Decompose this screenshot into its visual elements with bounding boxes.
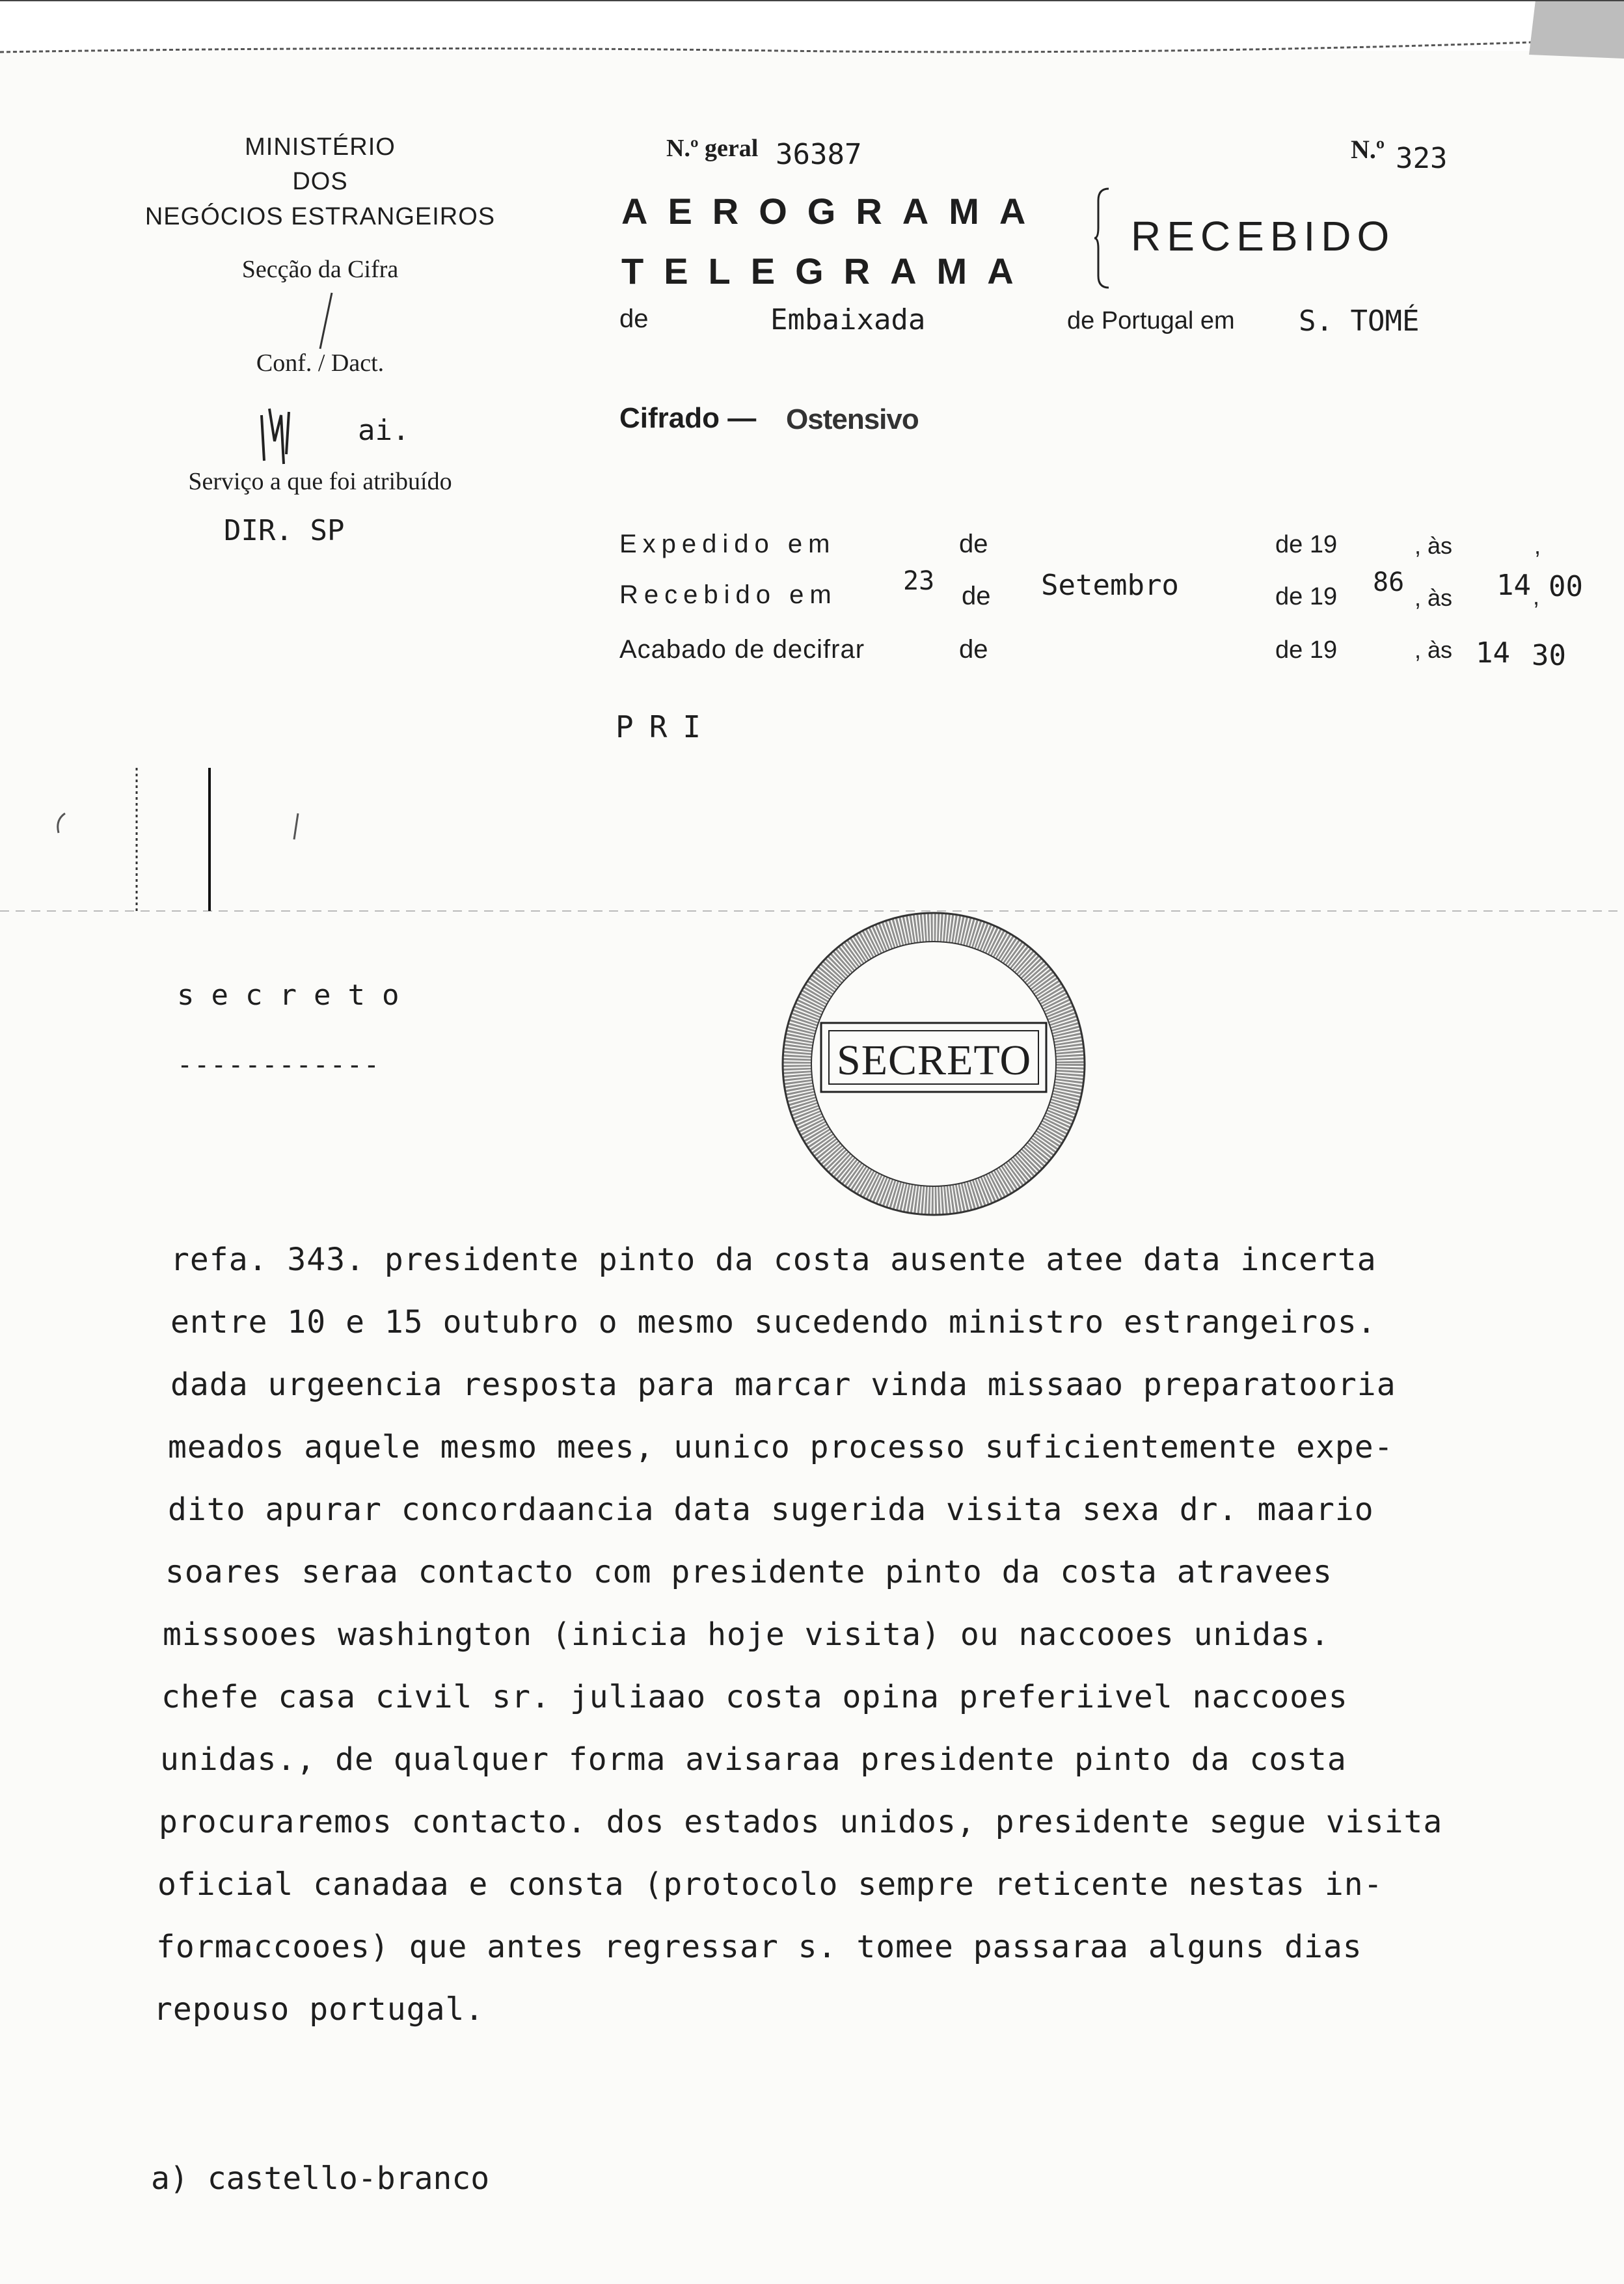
cifrado-overstrike: Ostensivo — [786, 403, 919, 435]
status-received: RECEBIDO — [1131, 213, 1396, 260]
classification-underline: ------------ — [177, 1050, 381, 1080]
from-label: de — [619, 305, 649, 333]
expedido-label: Expedido em — [619, 530, 836, 558]
body-line: repouso portugal. — [154, 1991, 485, 2028]
recebido-year: 86 — [1373, 567, 1405, 597]
body-line: dito apurar concordaancia data sugerida visita sexa dr. maario — [168, 1491, 1374, 1528]
service-value: DIR. SP — [224, 514, 345, 547]
body-line: formaccooes) que antes regressar s. tomee passaraa alguns dias — [156, 1929, 1362, 1965]
classification-heading: secreto — [177, 979, 416, 1012]
from-value: Embaixada — [770, 303, 926, 336]
body-line: dada urgeencia resposta para marcar vinda missaao preparatooria — [170, 1366, 1396, 1403]
bracket — [1093, 187, 1113, 289]
secret-stamp — [774, 904, 1093, 1223]
body-line: unidas., de qualquer forma avisaraa presidente pinto da costa — [160, 1741, 1347, 1778]
cifrado-label: Cifrado — — [619, 402, 757, 434]
number-label: N.º — [1351, 135, 1385, 164]
number-value: 323 — [1396, 142, 1448, 175]
body-line: refa. 343. presidente pinto da costa ausente atee data incerta — [170, 1242, 1377, 1278]
recebido-de19: de 19 — [1275, 583, 1338, 610]
location-label: de Portugal em — [1067, 307, 1235, 334]
ministry-line-2: DOS — [292, 168, 348, 195]
recebido-hour: 14 — [1496, 569, 1531, 602]
acabado-as: , às — [1414, 636, 1453, 663]
signature: a) castello-branco — [151, 2160, 490, 2197]
general-number-label: N.º geral — [666, 135, 759, 162]
recebido-month: Setembro — [1041, 569, 1179, 602]
recebido-day: 23 — [903, 566, 935, 596]
recebido-label: Recebido em — [619, 580, 837, 609]
acabado-de: de — [959, 635, 988, 664]
body-line: entre 10 e 15 outubro o mesmo sucedendo ministro estrangeiros. — [170, 1304, 1377, 1340]
stamp-text: SECRETO — [837, 1037, 1032, 1084]
body-line: procuraremos contacto. dos estados unidos, presidente segue visita — [159, 1804, 1443, 1840]
general-number: 36387 — [776, 138, 862, 171]
recebido-as: , às — [1414, 584, 1453, 611]
body-line: missooes washington (inicia hoje visita) ou naccooes unidas. — [163, 1616, 1330, 1653]
recebido-comma: , — [1533, 583, 1540, 610]
typist-initials: ai. — [358, 414, 410, 447]
conf-dact-label: Conf. / Dact. — [256, 349, 385, 377]
page-top-border — [0, 0, 1624, 59]
body-line: meados aquele mesmo mees, uunico processo suficientemente expe- — [168, 1429, 1394, 1465]
body-line: chefe casa civil sr. juliaao costa opina preferiivel naccooes — [161, 1679, 1348, 1715]
expedido-comma: , — [1534, 532, 1541, 559]
acabado-hour: 14 — [1476, 636, 1510, 670]
slash-mark — [312, 292, 338, 350]
acabado-min: 30 — [1532, 639, 1566, 672]
margin-marks — [39, 761, 299, 918]
expedido-de: de — [959, 530, 988, 558]
ministry-line-1: MINISTÉRIO — [245, 133, 396, 161]
ministry-line-3: NEGÓCIOS ESTRANGEIROS — [144, 203, 496, 230]
recebido-de: de — [962, 582, 991, 610]
body-line: soares seraa contacto com presidente pinto da costa atravees — [165, 1554, 1333, 1590]
recebido-min: 00 — [1549, 570, 1583, 603]
expedido-as: , às — [1414, 532, 1453, 559]
service-label: Serviço a que foi atribuído — [188, 468, 452, 495]
telegrama-title: TELEGRAMA — [621, 251, 1034, 292]
acabado-de19: de 19 — [1275, 636, 1338, 664]
acabado-label: Acabado de decifrar — [619, 635, 865, 664]
aerograma-title: AEROGRAMA — [621, 191, 1046, 232]
priority-code: PRI — [616, 709, 717, 744]
section-label: Secção da Cifra — [241, 256, 399, 283]
location-value: S. TOMÉ — [1299, 305, 1420, 338]
expedido-de19: de 19 — [1275, 531, 1338, 558]
body-line: oficial canadaa e consta (protocolo sempre reticente nestas in- — [157, 1866, 1383, 1903]
handwritten-initials — [255, 402, 301, 467]
